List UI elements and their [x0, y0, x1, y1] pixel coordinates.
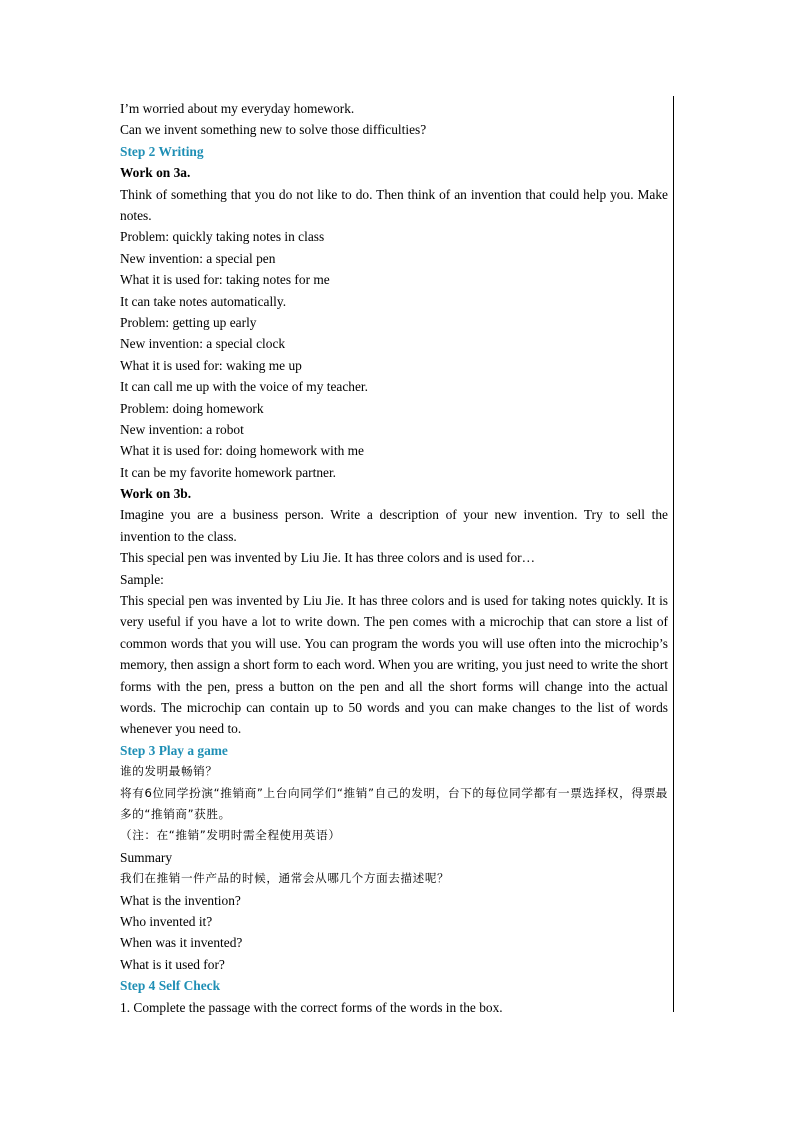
text-3b-starter: This special pen was invented by Liu Jie. It has three colors and is used for… — [120, 550, 536, 566]
text-3a-instruction: Think of something that you do not like to do. Then think of an invention that could help you. Make notes. — [120, 186, 668, 223]
text-worried: I’m worried about my everyday homework. — [120, 101, 355, 116]
text-p1-problem: Problem: quickly taking notes in class — [120, 229, 325, 245]
heading-step4-self-check: Step 4 Self Check — [120, 978, 221, 994]
text-p2-problem: Problem: getting up early — [120, 314, 257, 330]
heading-step2-writing: Step 2 Writing — [120, 143, 204, 159]
text-p2-invention: New invention: a special clock — [120, 336, 286, 352]
heading-work-3b: Work on 3b. — [120, 486, 192, 502]
text-3b-instruction: Imagine you are a business person. Write a description of your new invention. Try to sell the invention to the class. — [120, 507, 668, 544]
text-p3-use: What it is used for: doing homework with me — [120, 443, 364, 459]
text-invent-question: Can we invent something new to solve those difficulties? — [120, 122, 427, 138]
text-p3-detail: It can be my favorite homework partner. — [120, 464, 337, 480]
text-sample-label: Sample: — [120, 571, 164, 587]
text-question-1: What is the invention? — [120, 892, 241, 908]
document-body — [120, 98, 668, 1018]
text-p3-problem: Problem: doing homework — [120, 400, 264, 416]
text-question-4: What is it used for? — [120, 956, 225, 972]
text-p2-detail: It can call me up with the voice of my teacher. — [120, 379, 369, 395]
text-game-rule: 将有6位同学扮演“推销商”上台向同学们“推销”自己的发明，台下的每位同学都有一票选择权，得票最多的“推销商”获胜。 — [120, 785, 668, 822]
text-sample-passage: This special pen was invented by Liu Jie. It has three colors and is used for taking notes quickly. It is very useful if you have a lot to write down. The pen comes with a microchip that can store a list of common words that you will use. You can program the words you will use often into the microchip’s memory, then assign a short form to each word. When you are writing, you just need to write the short forms with the pen, press a button on the pen and all the short forms will change into the actual words. The microchip can contain up to 50 words and you can make changes to the list of words whenever you need to. — [120, 593, 668, 737]
text-game-note: （注：在“推销”发明时需全程使用英语） — [120, 828, 341, 843]
text-summary-label: Summary — [120, 849, 173, 865]
page-right-border — [673, 96, 674, 1012]
text-p1-use: What it is used for: taking notes for me — [120, 272, 330, 288]
text-summary-question: 我们在推销一件产品的时候，通常会从哪几个方面去描述呢？ — [120, 871, 450, 886]
text-question-2: Who invented it? — [120, 914, 213, 930]
text-question-3: When was it invented? — [120, 935, 243, 951]
heading-work-3a: Work on 3a. — [120, 165, 191, 181]
text-p3-invention: New invention: a robot — [120, 421, 244, 437]
text-p1-invention: New invention: a special pen — [120, 250, 276, 266]
text-p2-use: What it is used for: waking me up — [120, 357, 302, 373]
text-self-check-1: 1. Complete the passage with the correct forms of the words in the box. — [120, 999, 503, 1015]
text-game-title: 谁的发明最畅销？ — [120, 764, 218, 779]
heading-step3-game: Step 3 Play a game — [120, 742, 228, 758]
text-p1-detail: It can take notes automatically. — [120, 293, 287, 309]
